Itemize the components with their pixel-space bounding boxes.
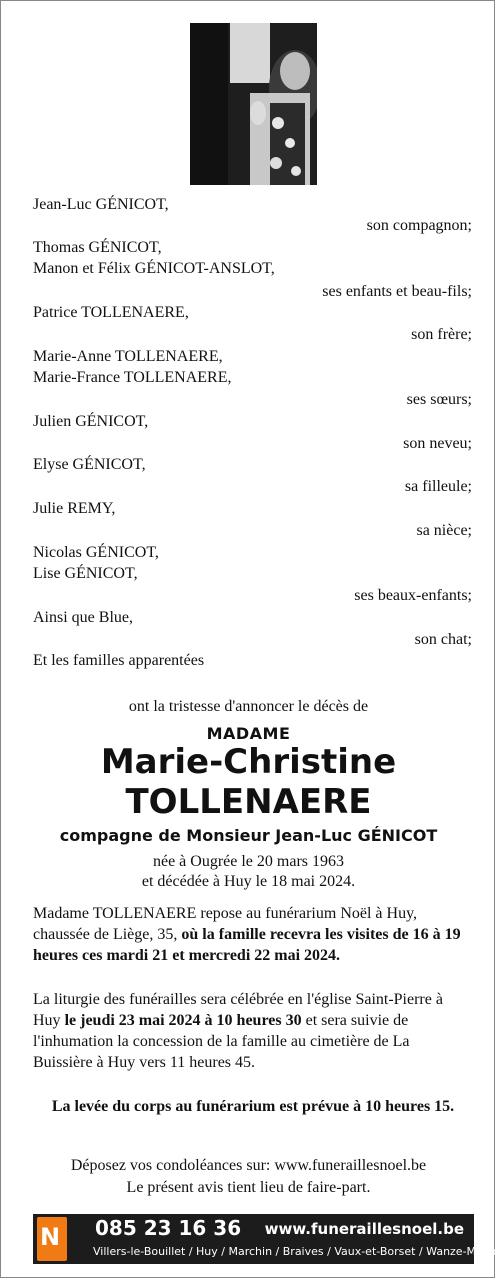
towns-list: Villers-le-Bouillet / Huy / Marchin / Braives / Vaux-et-Borset / Wanze-Moha bbox=[93, 1245, 497, 1258]
funeral-paragraph bbox=[33, 989, 473, 1073]
relation-line: son compagnon; bbox=[366, 217, 472, 234]
deceased-photo bbox=[190, 23, 317, 185]
visitation-paragraph bbox=[33, 903, 473, 966]
relation-line: ses sœurs; bbox=[406, 391, 472, 408]
relation-line: son chat; bbox=[414, 631, 472, 648]
companion-line: compagne de Monsieur Jean-Luc GÉNICOT bbox=[59, 826, 438, 845]
relation-line: son neveu; bbox=[403, 435, 472, 452]
family-line: Jean-Luc GÉNICOT, bbox=[33, 196, 169, 213]
death-line: et décédée à Huy le 18 mai 2024. bbox=[141, 873, 356, 890]
title-madame: MADAME bbox=[206, 724, 291, 743]
funeral-date: le jeudi 23 mai 2024 à 10 heures 30 bbox=[64, 1012, 302, 1029]
visitation-text: Madame TOLLENAERE repose au funérarium Noël à Huy, chaussée de Liège, 35, bbox=[33, 905, 418, 943]
deceased-first-name: Marie-Christine bbox=[100, 742, 397, 782]
family-line: Marie-Anne TOLLENAERE, bbox=[33, 348, 223, 365]
family-line: Marie-France TOLLENAERE, bbox=[33, 369, 232, 386]
relation-line: ses enfants et beau-fils; bbox=[322, 283, 472, 300]
family-line: Elyse GÉNICOT, bbox=[33, 456, 146, 473]
faire-part-line: Le présent avis tient lieu de faire-part. bbox=[126, 1179, 371, 1196]
relation-line: sa filleule; bbox=[404, 478, 472, 495]
family-line: Julien GÉNICOT, bbox=[33, 413, 149, 430]
funeral-text-a: La liturgie des funérailles sera célébrée en l'église Saint-Pierre à Huy bbox=[33, 991, 443, 1029]
family-line: Et les familles apparentées bbox=[33, 652, 205, 669]
birth-line: née à Ougrée le 20 mars 1963 bbox=[152, 853, 345, 870]
family-line: Ainsi que Blue, bbox=[33, 609, 133, 626]
announce-text: ont la tristesse d'annoncer le décès de bbox=[128, 698, 369, 715]
family-line: Thomas GÉNICOT, bbox=[33, 239, 162, 256]
relation-line: ses beaux-enfants; bbox=[354, 587, 472, 604]
logo-letter: N bbox=[40, 1223, 61, 1251]
funeral-home-logo bbox=[37, 1217, 67, 1261]
phone-number: 085 23 16 36 bbox=[95, 1216, 242, 1240]
relation-line: son frère; bbox=[411, 326, 472, 343]
website-link[interactable]: www.funeraillesnoel.be bbox=[264, 1220, 464, 1238]
family-line: Julie REMY, bbox=[33, 500, 116, 517]
deceased-last-name: TOLLENAERE bbox=[125, 782, 372, 822]
funeral-text-b: et sera suivie de l'inhumation la concession de la famille au cimetière de La Buissière à Huy vers 11 heures 45. bbox=[33, 1012, 410, 1071]
family-line: Nicolas GÉNICOT, bbox=[33, 544, 159, 561]
family-line: Lise GÉNICOT, bbox=[33, 565, 138, 582]
family-line: Patrice TOLLENAERE, bbox=[33, 304, 189, 321]
procession-text: La levée du corps au funérarium est prévue à 10 heures 15. bbox=[51, 1098, 455, 1115]
procession-paragraph bbox=[33, 1096, 473, 1117]
condolences-line: Déposez vos condoléances sur: www.funeraillesnoel.be bbox=[70, 1157, 427, 1174]
relation-line: sa nièce; bbox=[416, 522, 472, 539]
visitation-hours: où la famille recevra les visites de 16 à 19 heures ces mardi 21 et mercredi 22 mai 2024. bbox=[33, 926, 461, 964]
family-line: Manon et Félix GÉNICOT-ANSLOT, bbox=[33, 260, 275, 277]
funeral-home-banner bbox=[33, 1214, 497, 1264]
